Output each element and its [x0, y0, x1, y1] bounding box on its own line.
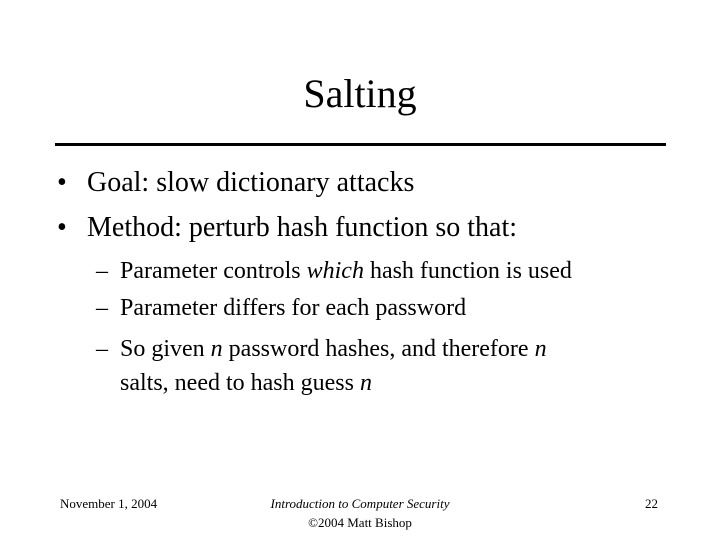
subbullet-text: Parameter controls which hash function is used: [120, 258, 572, 284]
variable-n: n: [359, 370, 372, 396]
copyright-notice: ©2004 Matt Bishop: [308, 515, 412, 530]
slide-title: Salting: [303, 71, 417, 116]
footer-course-info: [0, 496, 720, 531]
subbullet-text-line1: So given n password hashes, and therefore n: [120, 336, 547, 362]
course-title: Introduction to Computer Security: [270, 496, 450, 511]
subbullet-marker: –: [96, 295, 108, 321]
bullet-text: Method: perturb hash function so that:: [87, 212, 518, 243]
footer-date: November 1, 2004: [60, 496, 158, 511]
subbullet-text-line2: salts, need to hash guess n: [120, 370, 372, 396]
page-number: 22: [645, 496, 658, 511]
emphasis-which: which: [306, 258, 364, 284]
subbullet-marker: –: [96, 336, 108, 362]
bullet-text: Goal: slow dictionary attacks: [87, 167, 415, 198]
subbullet-text: Parameter differs for each password: [120, 295, 467, 321]
variable-n: n: [210, 336, 223, 362]
title-divider: [55, 143, 666, 146]
bullet-marker: •: [57, 212, 67, 243]
variable-n: n: [534, 336, 547, 362]
bullet-marker: •: [57, 167, 67, 198]
subbullet-marker: –: [96, 258, 108, 284]
